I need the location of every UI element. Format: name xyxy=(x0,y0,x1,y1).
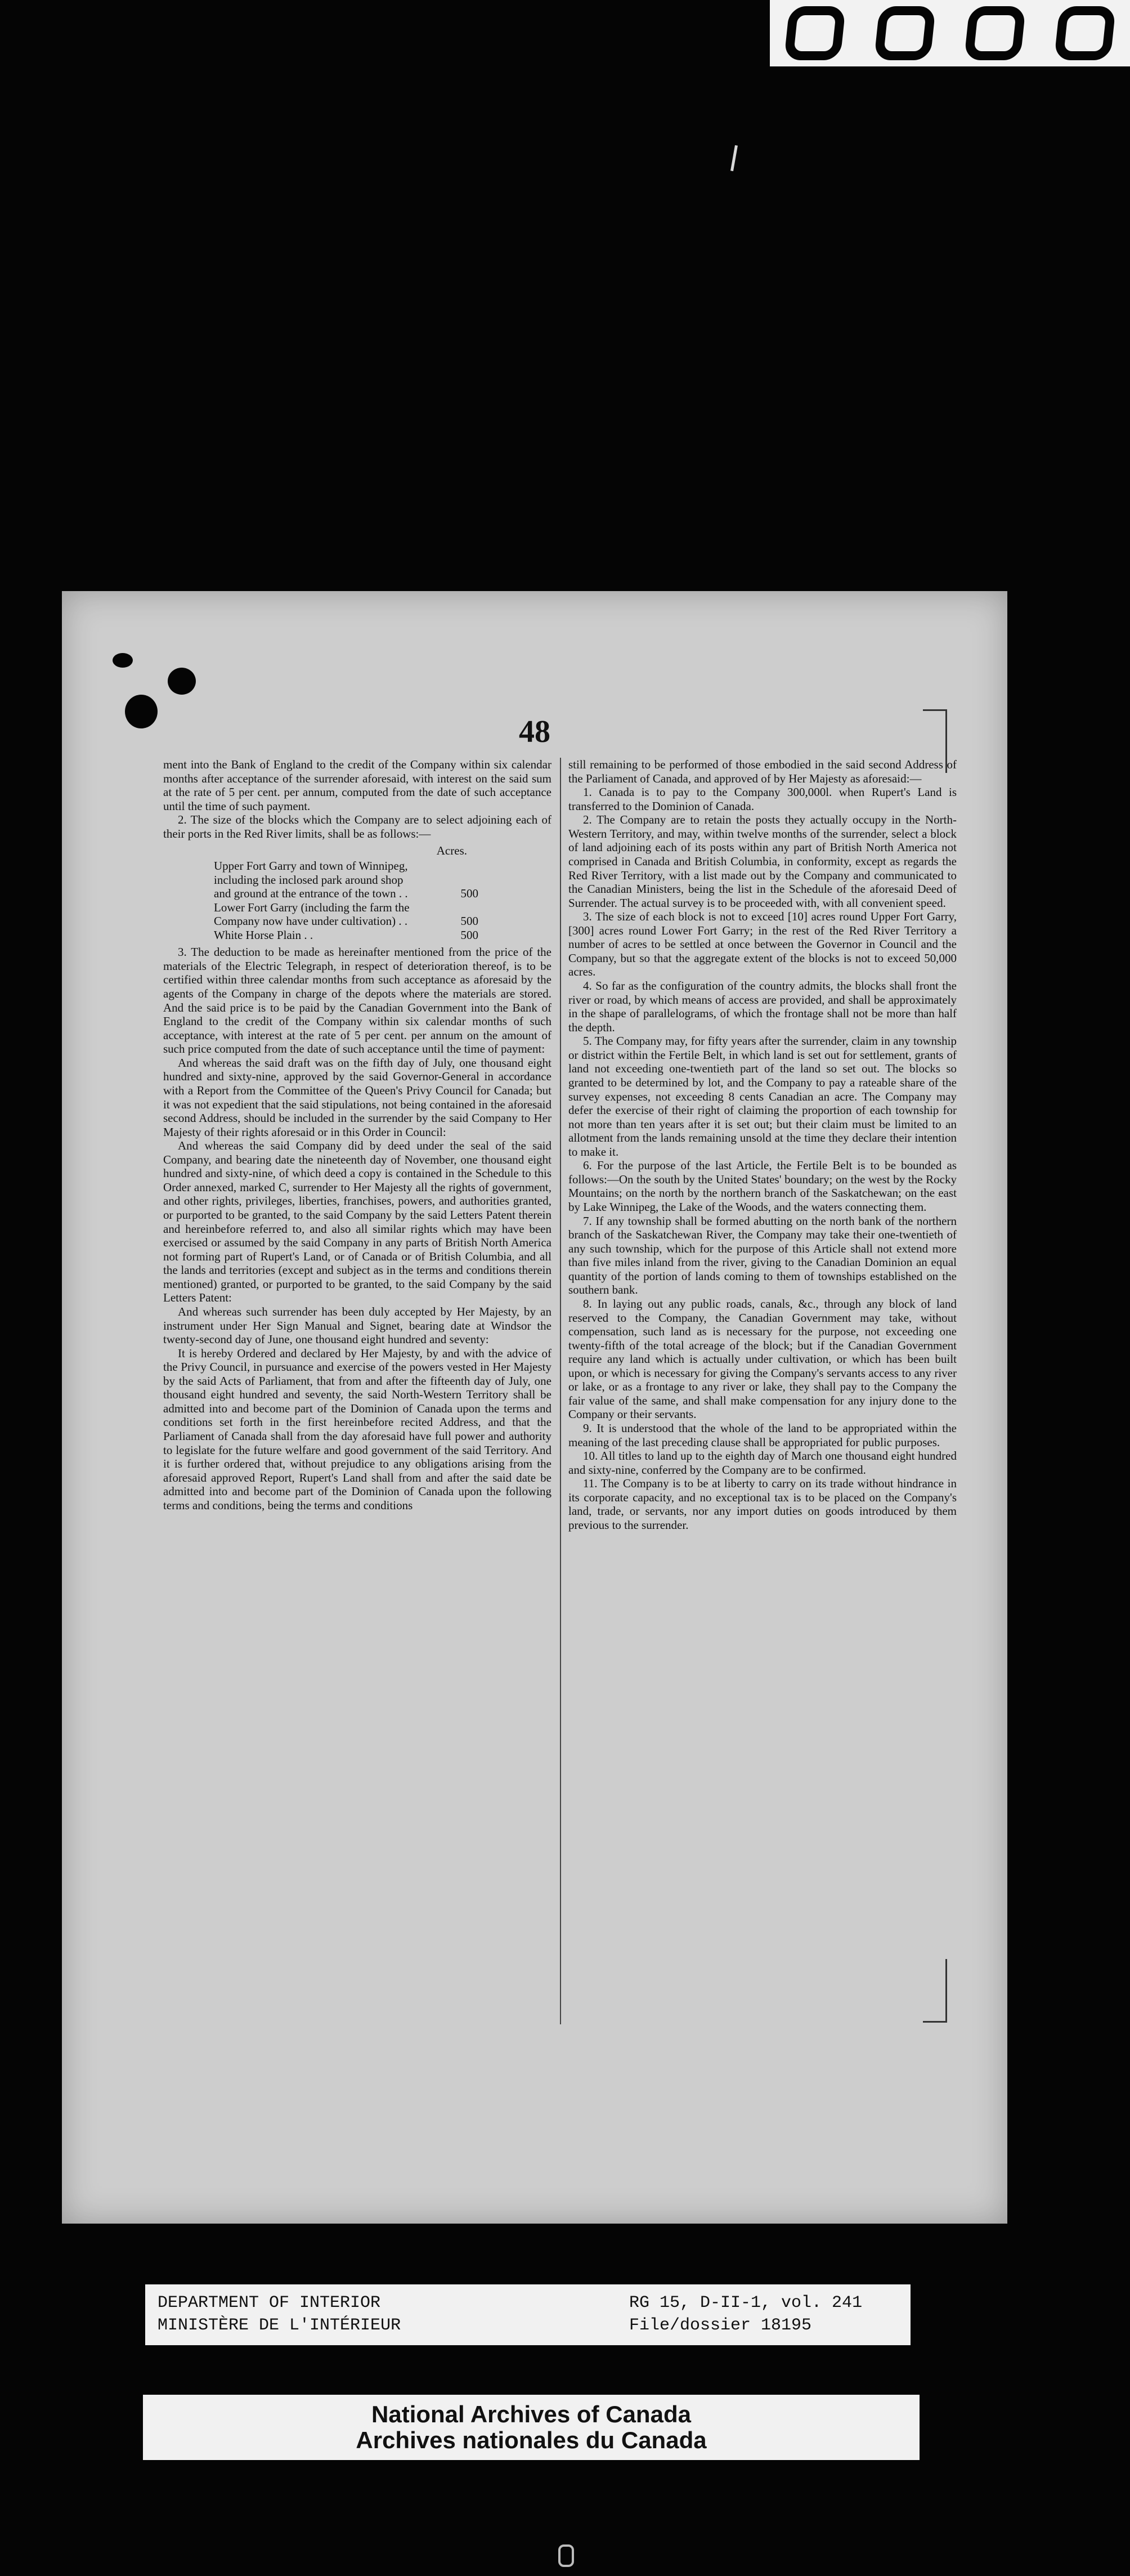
paragraph: still remaining to be performed of those embodied in the said second Address of the Parliament of Canada, and approved of by Her Majesty as aforesaid:— xyxy=(568,758,957,785)
column-divider xyxy=(560,758,561,2024)
left-column xyxy=(163,758,551,1512)
document-page xyxy=(62,591,1007,2224)
paragraph: 4. So far as the configuration of the country admits, the blocks shall front the river or road, by which means of access are provided, and shall be approximately in the shape of parallelograms, of which the frontage shall not be more than half the depth. xyxy=(568,979,957,1034)
frame-digit xyxy=(874,6,936,60)
paragraph: 1. Canada is to pay to the Company 300,000l. when Rupert's Land is transferred to the Dominion of Canada. xyxy=(568,785,957,813)
archive-name-french: Archives nationales du Canada xyxy=(356,2427,707,2453)
page-number: 48 xyxy=(519,714,550,749)
punch-hole xyxy=(168,668,196,695)
department-english: DEPARTMENT OF INTERIOR xyxy=(158,2293,381,2313)
frame-digit xyxy=(964,6,1026,60)
paragraph: 10. All titles to land up to the eighth day of March one thousand eight hundred and sixty-nine, conferred by the Company are to be confirmed. xyxy=(568,1449,957,1477)
paragraph: And whereas such surrender has been duly accepted by Her Majesty, by an instrument under Her Sign Manual and Signet, bearing date at Windsor the twenty-second day of June, one thousand eight hundred and seventy: xyxy=(163,1304,551,1347)
acres-place: Upper Fort Garry and town of Winnipeg, including the inclosed park around shop and ground at the entrance of the town . . xyxy=(214,858,408,901)
acres-value: 500 xyxy=(460,887,478,901)
acres-place: White Horse Plain . . xyxy=(214,928,313,942)
file-reference: File/dossier 18195 xyxy=(629,2316,812,2335)
paragraph: 2. The size of the blocks which the Company are to select adjoining each of their ports in the Red River limits, shall be as follows:— xyxy=(163,813,551,840)
paragraph: It is hereby Ordered and declared by Her Majesty, by and with the advice of the Privy Council, in pursuance and exercise of the powers vested in Her Majesty by the said Acts of Parliament, that from and after the fifteenth day of July, one thousand eight hundred and seventy, the said North-Western Territory shall be admitted into and become part of the Dominion of Canada upon the terms and conditions set forth in the first hereinbefore recited Address, and that the Parliament of Canada shall from the day aforesaid have full power and authority to legislate for the future welfare and good government of the said Territory. And it is further ordered that, without prejudice to any obligations arising from the aforesaid approved Report, Rupert's Land shall from and after the said date be admitted into and become part of the Dominion of Canada upon the following terms and conditions, being the terms and conditions xyxy=(163,1346,551,1512)
acres-table xyxy=(163,844,551,942)
paragraph: 2. The Company are to retain the posts they actually occupy in the North-Western Territory, and may, within twelve months of the surrender, select a block of land adjoining each of its posts within any part of British North America not comprised in Canada and British Columbia, in conformity, except as regards the Red River Territory, with a list made out by the Company and communicated to the Canadian Ministers, being the list in the Schedule of the aforesaid Deed of Surrender. The actual survey is to be proceeded with, with all convenient speed. xyxy=(568,813,957,910)
frame-digit xyxy=(784,6,846,60)
acres-place: Lower Fort Garry (including the farm the Company now have under cultivation) . . xyxy=(214,900,410,928)
archive-banner xyxy=(143,2395,920,2460)
paragraph: 7. If any township shall be formed abutting on the north bank of the northern branch of the Saskatchewan River, the Company may take their one-twentieth of any such township, which for the purpose of this Article shall not extend more than five miles inland from the river, giving to the Canadian Dominion an equal quantity of the portion of lands coming to them of townships established on the southern bank. xyxy=(568,1214,957,1297)
microfilm-frame-counter xyxy=(770,0,1130,66)
department-french: MINISTÈRE DE L'INTÉRIEUR xyxy=(158,2316,401,2335)
acres-row xyxy=(163,859,551,901)
record-group-reference: RG 15, D-II-1, vol. 241 xyxy=(629,2293,863,2313)
corner-mark xyxy=(923,1959,947,2023)
acres-value: 500 xyxy=(460,928,478,942)
frame-digit xyxy=(1054,6,1116,60)
paragraph: 8. In laying out any public roads, canals, &c., through any block of land reserved to the Company, the Canadian Government may take, without compensation, such land as is necessary for the purpose, not exceeding one twenty-fifth of the total acreage of the block; but if the Canadian Government require any land which is actually under cultivation, or which has been built upon, or which is necessary for giving the Company's servants access to any river or lake, or as a frontage to any river or lake, they shall pay to the Company the fair value of the same, and shall make compensation for any injury done to the Company or their servants. xyxy=(568,1296,957,1421)
paragraph: 11. The Company is to be at liberty to carry on its trade without hindrance in its corporate capacity, and no exceptional tax is to be placed on the Company's land, trade, or servants, nor any import duties on goods introduced by them previous to the surrender. xyxy=(568,1477,957,1532)
paragraph: ment into the Bank of England to the credit of the Company within six calendar months after acceptance of the surrender aforesaid, with interest on the said sum at the rate of 5 per cent. per annum, computed from the date of such acceptance until the time of such payment. xyxy=(163,758,551,813)
paragraph: 3. The deduction to be made as hereinafter mentioned from the price of the materials of the Electric Telegraph, in respect of deterioration thereof, is to be certified within three calendar months from such acceptance as aforesaid by the agents of the Company in charge of the depots where the materials are stored. And the said price is to be paid by the Canadian Government into the Bank of England to the credit of the Company within six calendar months of such acceptance, with interest at the rate of 5 per cent. per annum on the amount of such price computed from the date of such acceptance until the time of payment: xyxy=(163,945,551,1056)
right-column xyxy=(568,758,957,1532)
paragraph: 6. For the purpose of the last Article, the Fertile Belt is to be bounded as follows:—On the south by the United States' boundary; on the west by the Rocky Mountains; on the north by the northern branch of the Saskatchewan; on the east by Lake Winnipeg, the Lake of the Woods, and the waters connecting them. xyxy=(568,1159,957,1214)
acres-value: 500 xyxy=(460,914,478,928)
archive-reference-label xyxy=(145,2284,911,2345)
paragraph: 9. It is understood that the whole of the land to be appropriated within the meaning of the last preceding clause shall be appropriated for public purposes. xyxy=(568,1421,957,1449)
punch-hole xyxy=(113,653,133,668)
paragraph: 5. The Company may, for fifty years after the surrender, claim in any township or district within the Fertile Belt, in which land is set out for settlement, grants of land not exceeding one-twentieth part of the land so set out. The blocks so granted to be determined by lot, and the Company to pay a rateable share of the survey expenses, not exceeding 8 cents Canadian an acre. The Company may defer the exercise of their right of claiming the proportion of each township for not more than ten years after it is set out; but their claim must be limited to an allotment from the lands remaining unsold at the time they declare their intention to make it. xyxy=(568,1034,957,1159)
archive-name-english: National Archives of Canada xyxy=(371,2401,691,2427)
acres-row xyxy=(163,928,551,942)
paragraph: 3. The size of each block is not to exceed [10] acres round Upper Fort Garry, [300] acres round Lower Fort Garry; in the rest of the Red River Territory a number of acres to be settled at once between the Governor in Council and the Company, but so that the aggregate extent of the blocks is not to exceed 50,000 acres. xyxy=(568,910,957,979)
paragraph: And whereas the said Company did by deed under the seal of the said Company, and bearing date the nineteenth day of November, one thousand eight hundred and sixty-nine, of which deed a copy is contained in the Schedule to this Order annexed, marked C, surrender to Her Majesty all the rights of government, and other rights, privileges, liberties, franchises, powers, and authorities granted, or purported to be granted, to the said Company by the said Letters Patent therein and hereinbefore referred to, and also all similar rights which may have been exercised or assumed by the said Company in any parts of British North America not forming part of Rupert's Land, or of Canada or of British Columbia, and all the lands and territories (except and subject as in the terms and conditions therein mentioned) granted, or purported to be granted, to the said Company by the said Letters Patent: xyxy=(163,1139,551,1305)
reel-mark xyxy=(558,2544,574,2567)
film-scratch-mark xyxy=(730,145,738,171)
acres-heading: Acres. xyxy=(436,844,467,858)
acres-row xyxy=(163,901,551,928)
paragraph: And whereas the said draft was on the fifth day of July, one thousand eight hundred and sixty-nine, approved by the said Governor-General in accordance with a Report from the Committee of the Queen's Privy Council for Canada; but it was not expedient that the said stipulations, not being contained in the aforesaid second Address, should be included in the surrender by the said Company to Her Majesty of their rights aforesaid or in this Order in Council: xyxy=(163,1056,551,1139)
